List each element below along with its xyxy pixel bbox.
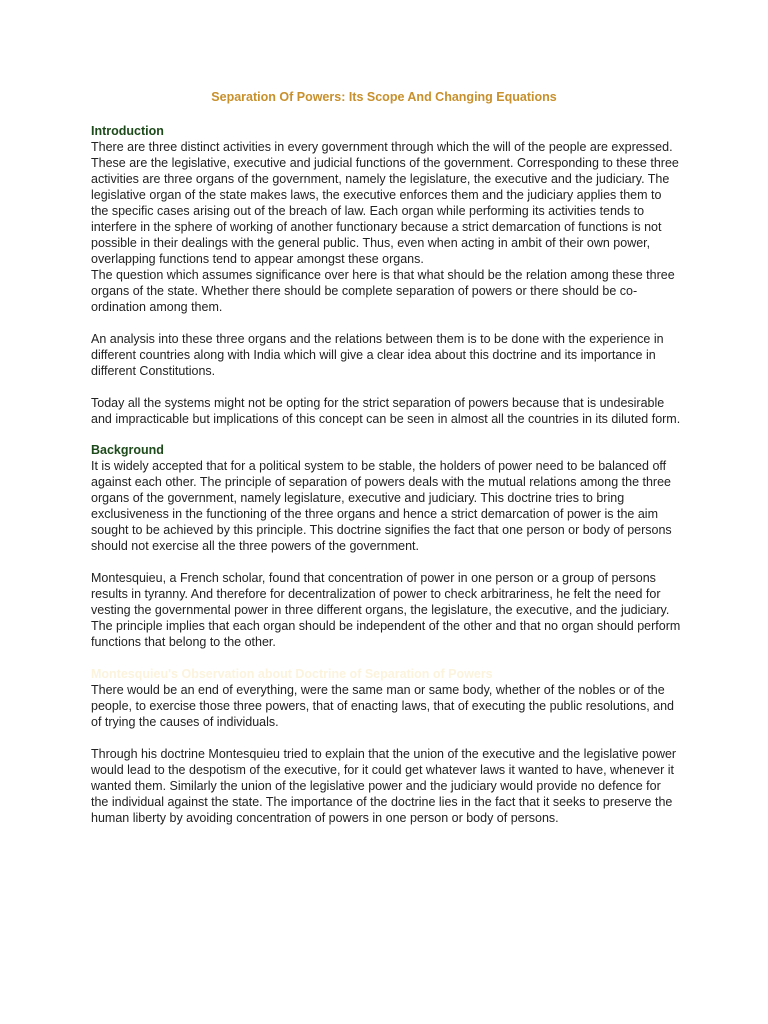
background-paragraph-3: There would be an end of everything, were the same man or same body, whether of the nobles or of the people, to exercise those three powers, that of enacting laws, that of executing the public resolutions, and of trying the causes of individuals. bbox=[91, 683, 674, 729]
background-paragraph-1: It is widely accepted that for a political system to be stable, the holders of power need to be balanced off against each other. The principle of separation of powers deals with the mutual relations among the three organs of the government, namely legislature, executive and judiciary. This doctrine tries to bring exclusiveness in the functioning of the three organs and hence a strict demarcation of power is the aim sought to be achieved by this principle. This doctrine signifies the fact that one person or body of persons should not exercise all the three powers of the government. bbox=[91, 459, 672, 553]
introduction-heading: Introduction bbox=[91, 124, 164, 138]
faded-subheading: Montesquieu's Observation about Doctrine of Separation of Powers bbox=[91, 667, 493, 681]
spacer bbox=[91, 379, 681, 395]
document-body bbox=[91, 124, 681, 826]
document-title: Separation Of Powers: Its Scope And Changing Equations bbox=[211, 90, 557, 104]
intro-paragraph-3: An analysis into these three organs and the relations between them is to be done with the experience in different countries along with India which will give a clear idea about this doctrine and its importance in different Constitutions. bbox=[91, 332, 664, 378]
intro-paragraph-1: There are three distinct activities in every government through which the will of the people are expressed. These are the legislative, executive and judicial functions of the government. Corresponding to these three activities are three organs of the government, namely the legislature, the executive and the judiciary. The legislative organ of the state makes laws, the executive enforces them and the judiciary applies them to the specific cases arising out of the breach of law. Each organ while performing its activities tends to interfere in the sphere of working of another functionary because a strict demarcation of functions is not possible in their dealings with the general public. Thus, even when acting in ambit of their own power, overlapping functions tend to appear amongst these organs. bbox=[91, 140, 679, 266]
spacer bbox=[91, 315, 681, 331]
intro-paragraph-2: The question which assumes significance over here is that what should be the relation among these three organs of the state. Whether there should be complete separation of powers or there should be co-ordination among them. bbox=[91, 268, 675, 314]
spacer bbox=[91, 427, 681, 443]
background-paragraph-2: Montesquieu, a French scholar, found that concentration of power in one person or a group of persons results in tyranny. And therefore for decentralization of power to check arbitrariness, he felt the need for vesting the governmental power in three different organs, the legislature, the executive, and the judiciary. The principle implies that each organ should be independent of the other and that no organ should perform functions that belong to the other. bbox=[91, 571, 681, 649]
background-paragraph-4: Through his doctrine Montesquieu tried to explain that the union of the executive and the legislative power would lead to the despotism of the executive, for it could get whatever laws it wanted to have, whenever it wanted them. Similarly the union of the legislative power and the judiciary would provide no defence for the individual against the state. The importance of the doctrine lies in the fact that it seeks to preserve the human liberty by avoiding concentration of powers in one person or body of persons. bbox=[91, 747, 677, 825]
spacer bbox=[91, 554, 681, 570]
spacer bbox=[91, 650, 681, 666]
intro-paragraph-4: Today all the systems might not be opting for the strict separation of powers because that is undesirable and impracticable but implications of this concept can be seen in almost all the countries in its diluted form. bbox=[91, 396, 681, 426]
background-heading: Background bbox=[91, 443, 164, 457]
spacer bbox=[91, 730, 681, 746]
